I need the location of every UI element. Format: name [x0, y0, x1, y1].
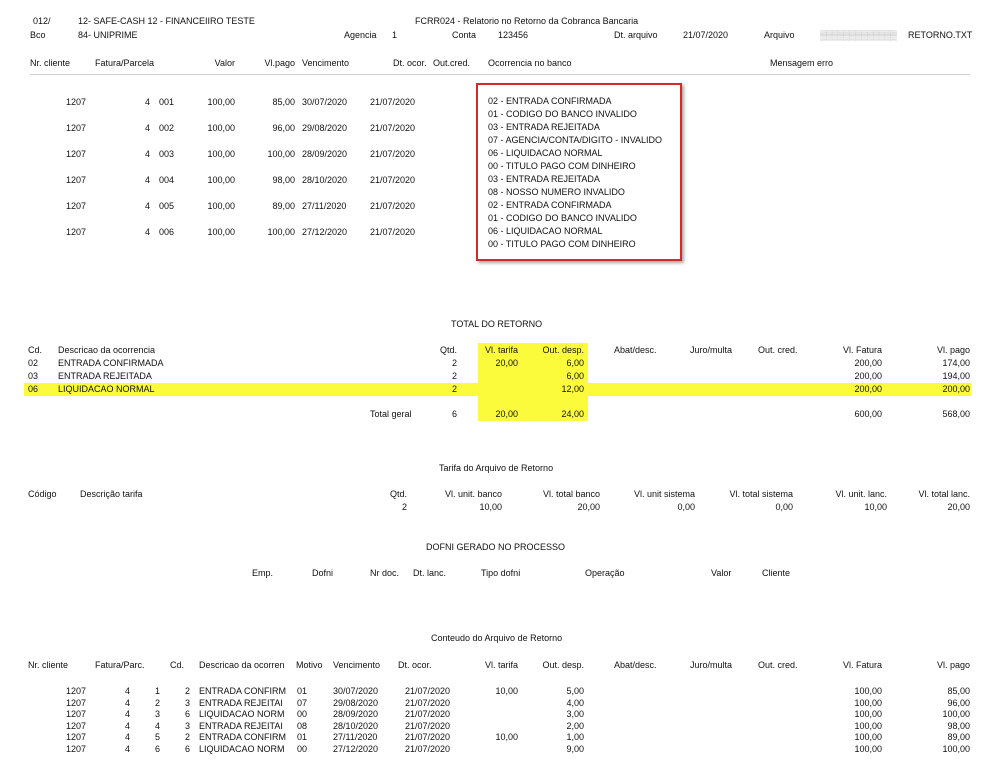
ct-fatura: 4 [124, 743, 130, 754]
ct-vfatura: 100,00 [854, 697, 882, 708]
dofni-col-operacao: Operação [585, 568, 625, 578]
tarifa-arquivo-title: Tarifa do Arquivo de Retorno [439, 463, 554, 473]
col-ocorrencia-banco: Ocorrencia no banco [488, 58, 572, 68]
ct-desc: ENTRADA REJEITAI [199, 720, 283, 731]
tr-col-fatura: Vl. Fatura [842, 345, 882, 355]
ocorrencia-item: 01 - CODIGO DO BANCO INVALIDO [488, 213, 637, 223]
ocorrencia-item: 06 - LIQUIDACAO NORMAL [488, 148, 603, 158]
ta-col-total-lanc: Vl. total lanc. [918, 489, 970, 499]
ct-desc: LIQUIDACAO NORM [199, 709, 285, 719]
ocorrencia-item: 00 - TITULO PAGO COM DINHEIRO [488, 161, 636, 171]
ocor-cell: 21/07/2020 [370, 123, 416, 133]
ct-cliente: 1207 [65, 709, 86, 719]
ta-total-sistema: 0,00 [775, 502, 793, 512]
pago-cell: 85,00 [272, 97, 295, 107]
conta-value: 123456 [498, 30, 529, 40]
ct-tarifa: 10,00 [495, 732, 518, 742]
valor-cell: 100,00 [207, 227, 235, 237]
col-valor: Valor [214, 58, 235, 68]
col-vl-pago: Vl.pago [264, 58, 295, 68]
ct-pago: 100,00 [942, 743, 970, 754]
ct-venc: 28/10/2020 [333, 720, 379, 731]
tr-col-juro: Juro/multa [690, 345, 733, 355]
pago-cell: 98,00 [272, 175, 295, 185]
ct-parc: 2 [154, 697, 160, 708]
cliente-cell: 1207 [65, 227, 86, 237]
ta-total-lanc: 20,00 [947, 502, 970, 512]
pago-cell: 96,00 [272, 123, 295, 133]
ocorrencia-item: 01 - CODIGO DO BANCO INVALIDO [488, 109, 637, 119]
company-name: 12- SAFE-CASH 12 - FINANCEIIRO TESTE [78, 16, 255, 26]
ct-cd: 3 [184, 720, 190, 731]
fatura-cell: 4 [144, 227, 150, 237]
tr-desc: ENTRADA REJEITADA [58, 371, 152, 381]
ct-col-desp: Out. desp. [542, 660, 584, 670]
tr-total-tarifa: 20,00 [495, 409, 518, 419]
dofni-col-emp: Emp. [252, 568, 274, 578]
ct-venc: 27/12/2020 [333, 743, 379, 754]
ta-col-unit-sistema: Vl. unit sistema [633, 489, 695, 499]
cliente-cell: 1207 [65, 97, 86, 107]
ct-venc: 27/11/2020 [333, 732, 378, 742]
dofni-col-dofni: Dofni [312, 568, 334, 578]
arquivo-value: RETORNO.TXT [908, 30, 973, 40]
ta-col-unit-banco: Vl. unit. banco [444, 489, 502, 499]
agencia-value: 1 [392, 30, 398, 40]
ct-motivo: 01 [297, 686, 308, 696]
ocorrencia-item: 03 - ENTRADA REJEITADA [488, 122, 600, 132]
ct-cd: 2 [184, 686, 190, 696]
tr-pago: 194,00 [942, 371, 970, 381]
ocorrencia-item: 02 - ENTRADA CONFIRMADA [488, 96, 612, 106]
ocor-cell: 21/07/2020 [370, 149, 416, 159]
valor-cell: 100,00 [207, 201, 235, 211]
dofni-title: DOFNI GERADO NO PROCESSO [426, 542, 566, 552]
ct-desp: 9,00 [566, 743, 584, 754]
ct-ocor: 21/07/2020 [405, 709, 451, 719]
tr-qtd: 2 [451, 358, 457, 368]
ct-desc: ENTRADA REJEITAI [199, 697, 283, 708]
ct-desp: 4,00 [566, 697, 584, 708]
tr-desc: LIQUIDACAO NORMAL [58, 384, 155, 394]
ct-cd: 6 [184, 709, 190, 719]
ct-venc: 28/09/2020 [333, 709, 379, 719]
ct-vfatura: 100,00 [854, 743, 882, 754]
ct-ocor: 21/07/2020 [405, 732, 451, 742]
ct-col-ocor: Dt. ocor. [398, 660, 432, 670]
conteudo-title: Conteudo do Arquivo de Retorno [431, 633, 563, 643]
ct-vfatura: 100,00 [854, 709, 882, 719]
col-dt-ocor: Dt. ocor. [393, 58, 427, 68]
fatura-cell: 4 [144, 123, 150, 133]
ct-col-desc: Descricao da ocorren [199, 660, 285, 670]
ta-col-total-sistema: Vl. total sistema [729, 489, 793, 499]
ct-motivo: 00 [297, 709, 308, 719]
bco-label: Bco [30, 30, 46, 40]
ct-desp: 2,00 [566, 720, 584, 731]
ocorrencia-item: 08 - NOSSO NUMERO INVALIDO [488, 187, 625, 197]
dt-arquivo-value: 21/07/2020 [683, 30, 729, 40]
venc-cell: 27/11/2020 [302, 201, 347, 211]
ct-pago: 85,00 [947, 686, 970, 696]
ct-pago: 89,00 [947, 732, 970, 742]
ta-unit-lanc: 10,00 [864, 502, 887, 512]
ct-col-outcred: Out. cred. [758, 660, 798, 670]
ocorrencia-item: 07 - AGENCIA/CONTA/DIGITO - INVALIDO [488, 135, 663, 145]
ct-parc: 3 [154, 709, 160, 719]
tr-desp: 6,00 [566, 358, 584, 368]
ct-fatura: 4 [124, 697, 130, 708]
ct-col-abat: Abat/desc. [614, 660, 657, 670]
venc-cell: 28/09/2020 [302, 149, 348, 159]
ct-col-motivo: Motivo [296, 660, 323, 670]
tr-desp: 6,00 [566, 371, 584, 381]
tr-desc: ENTRADA CONFIRMADA [58, 358, 164, 368]
ct-col-pago: Vl. pago [936, 660, 970, 670]
ocor-cell: 21/07/2020 [370, 175, 416, 185]
parcela-cell: 004 [159, 175, 175, 185]
parcela-cell: 005 [159, 201, 175, 211]
pago-cell: 100,00 [267, 227, 295, 237]
dofni-col-cliente: Cliente [762, 568, 791, 578]
ocor-cell: 21/07/2020 [370, 97, 416, 107]
parcela-cell: 002 [159, 123, 175, 133]
ct-tarifa: 10,00 [495, 686, 518, 696]
ct-motivo: 00 [297, 743, 308, 754]
pago-cell: 89,00 [272, 201, 295, 211]
ct-pago: 96,00 [947, 697, 970, 708]
ct-desp: 3,00 [566, 709, 584, 719]
ct-cd: 2 [184, 732, 190, 742]
ct-pago: 98,00 [947, 720, 970, 731]
col-out-cred: Out.cred. [433, 58, 471, 68]
venc-cell: 29/08/2020 [302, 123, 348, 133]
ct-fatura: 4 [124, 720, 130, 731]
dt-arquivo-label: Dt. arquivo [614, 30, 658, 40]
tr-qtd: 2 [451, 371, 457, 381]
ct-ocor: 21/07/2020 [405, 743, 451, 754]
valor-cell: 100,00 [207, 149, 235, 159]
ct-vfatura: 100,00 [854, 732, 882, 742]
ta-col-codigo: Código [28, 489, 57, 499]
fatura-cell: 4 [144, 97, 150, 107]
cliente-cell: 1207 [65, 123, 86, 133]
ct-cd: 6 [184, 743, 190, 754]
tr-fatura: 200,00 [854, 358, 882, 368]
ct-desc: LIQUIDACAO NORM [199, 743, 285, 754]
ct-cliente: 1207 [65, 686, 86, 696]
ct-col-fatura: Vl. Fatura [842, 660, 882, 670]
ta-col-desc: Descrição tarifa [80, 489, 143, 499]
tr-qtd: 2 [451, 384, 457, 394]
ct-pago: 100,00 [942, 709, 970, 719]
col-mensagem-erro: Mensagem erro [770, 58, 834, 68]
valor-cell: 100,00 [207, 97, 235, 107]
venc-cell: 28/10/2020 [302, 175, 348, 185]
ocor-cell: 21/07/2020 [370, 227, 416, 237]
total-retorno-title: TOTAL DO RETORNO [451, 319, 543, 329]
ta-col-total-banco: Vl. total banco [542, 489, 600, 499]
bank-name: 84- UNIPRIME [78, 30, 138, 40]
tr-col-outcred: Out. cred. [758, 345, 798, 355]
tr-col-tarifa: Vl. tarifa [484, 345, 518, 355]
ct-col-tarifa: Vl. tarifa [484, 660, 518, 670]
dofni-col-dtlanc: Dt. lanc. [413, 568, 447, 578]
ct-fatura: 4 [124, 686, 130, 696]
ct-col-cliente: Nr. cliente [28, 660, 69, 670]
ct-fatura: 4 [124, 732, 130, 742]
col-nr-cliente: Nr. cliente [30, 58, 71, 68]
tr-desp: 12,00 [561, 384, 584, 394]
ta-qtd: 2 [401, 502, 407, 512]
ct-vfatura: 100,00 [854, 720, 882, 731]
tr-total-desp: 24,00 [561, 409, 584, 419]
arquivo-masked: ▒▒▒▒▒▒▒▒▒▒▒▒▒ [820, 30, 897, 40]
ct-desc: ENTRADA CONFIRM [199, 686, 287, 696]
bank-code-prefix: 012/ [33, 16, 51, 26]
cliente-cell: 1207 [65, 201, 86, 211]
ct-ocor: 21/07/2020 [405, 686, 451, 696]
tr-cd: 03 [28, 371, 39, 381]
ct-motivo: 08 [297, 720, 308, 731]
tr-col-pago: Vl. pago [936, 345, 970, 355]
col-vencimento: Vencimento [302, 58, 350, 68]
tr-col-qtd: Qtd. [439, 345, 457, 355]
ct-cliente: 1207 [65, 732, 86, 742]
ocorrencia-item: 03 - ENTRADA REJEITADA [488, 174, 600, 184]
ct-parc: 4 [154, 720, 160, 731]
ocor-cell: 21/07/2020 [370, 201, 416, 211]
ta-unit-banco: 10,00 [479, 502, 502, 512]
parcela-cell: 001 [159, 97, 175, 107]
ct-motivo: 01 [297, 732, 308, 742]
header-rule [30, 74, 970, 75]
dofni-col-tipo: Tipo dofni [481, 568, 521, 578]
tr-total-pago: 568,00 [942, 409, 970, 419]
ct-col-venc: Vencimento [333, 660, 381, 670]
ct-fatura: 4 [124, 709, 130, 719]
ct-parc: 5 [154, 732, 160, 742]
pago-cell: 100,00 [267, 149, 295, 159]
fatura-cell: 4 [144, 201, 150, 211]
ta-unit-sistema: 0,00 [677, 502, 695, 512]
ct-motivo: 07 [297, 697, 308, 708]
ct-parc: 6 [154, 743, 160, 754]
ct-cd: 3 [184, 697, 190, 708]
fatura-cell: 4 [144, 149, 150, 159]
tr-col-cd: Cd. [28, 345, 43, 355]
ocorrencia-item: 00 - TITULO PAGO COM DINHEIRO [488, 239, 636, 249]
ct-desp: 5,00 [566, 686, 584, 696]
valor-cell: 100,00 [207, 123, 235, 133]
venc-cell: 27/12/2020 [302, 227, 348, 237]
ct-desc: ENTRADA CONFIRM [199, 732, 287, 742]
tr-pago: 174,00 [942, 358, 970, 368]
ct-ocor: 21/07/2020 [405, 720, 451, 731]
dofni-col-valor: Valor [711, 568, 732, 578]
ct-col-fatura-parc: Fatura/Parc. [95, 660, 145, 670]
dofni-col-nrdoc: Nr doc. [370, 568, 400, 578]
tr-total-qtd: 6 [451, 409, 457, 419]
col-fatura-parcela: Fatura/Parcela [95, 58, 155, 68]
cliente-cell: 1207 [65, 149, 86, 159]
tr-fatura: 200,00 [854, 371, 882, 381]
ta-total-banco: 20,00 [577, 502, 600, 512]
ocorrencia-item: 06 - LIQUIDACAO NORMAL [488, 226, 603, 236]
ct-col-juro: Juro/multa [690, 660, 733, 670]
ct-venc: 29/08/2020 [333, 697, 379, 708]
parcela-cell: 006 [159, 227, 175, 237]
tr-col-desp: Out. desp. [542, 345, 584, 355]
ct-ocor: 21/07/2020 [405, 697, 451, 708]
arquivo-label: Arquivo [764, 30, 795, 40]
fatura-cell: 4 [144, 175, 150, 185]
report-title: FCRR024 - Relatorio no Retorno da Cobranca Bancaria [415, 16, 639, 26]
tr-total-fatura: 600,00 [854, 409, 882, 419]
cliente-cell: 1207 [65, 175, 86, 185]
tr-col-desc: Descricao da ocorrencia [58, 345, 156, 355]
tr-fatura: 200,00 [854, 384, 882, 394]
agencia-label: Agencia [344, 30, 377, 40]
tr-col-abat: Abat/desc. [614, 345, 657, 355]
ct-col-cd: Cd. [170, 660, 185, 670]
ocorrencia-item: 02 - ENTRADA CONFIRMADA [488, 200, 612, 210]
tr-pago: 200,00 [942, 384, 970, 394]
ct-cliente: 1207 [65, 720, 86, 731]
ct-vfatura: 100,00 [854, 686, 882, 696]
ta-col-unit-lanc: Vl. unit. lanc. [835, 489, 887, 499]
tr-total-label: Total geral [370, 409, 412, 419]
conta-label: Conta [452, 30, 477, 40]
tr-cd: 02 [28, 358, 39, 368]
tr-tarifa: 20,00 [495, 358, 518, 368]
ct-parc: 1 [154, 686, 160, 696]
tr-cd: 06 [28, 384, 39, 394]
ta-col-qtd: Qtd. [389, 489, 407, 499]
ct-desp: 1,00 [566, 732, 584, 742]
valor-cell: 100,00 [207, 175, 235, 185]
ct-venc: 30/07/2020 [333, 686, 379, 696]
parcela-cell: 003 [159, 149, 175, 159]
venc-cell: 30/07/2020 [302, 97, 348, 107]
ct-cliente: 1207 [65, 697, 86, 708]
ct-cliente: 1207 [65, 743, 86, 754]
